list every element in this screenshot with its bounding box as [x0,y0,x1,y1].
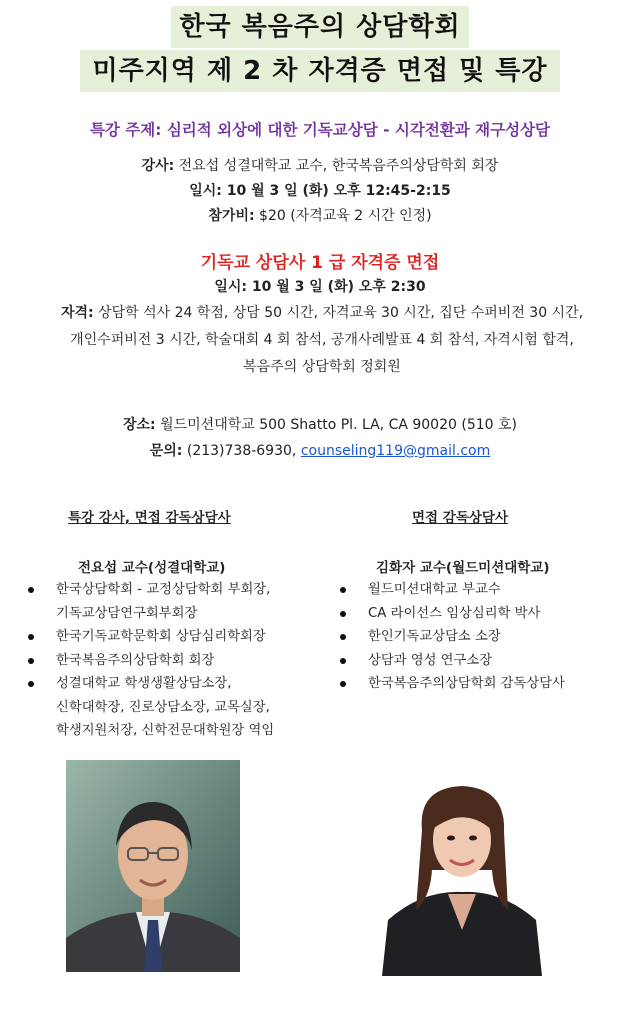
speaker-line [0,155,640,175]
contact-line [0,440,640,460]
man-portrait-icon [66,760,240,972]
right-bio-item: 한국복음주의상담학회 감독상담사 [336,672,565,696]
right-column-heading: 면접 감독상담사 [412,510,508,526]
page-title: 한국 복음주의 상담학회 [171,6,468,48]
left-bio-item [24,625,274,649]
woman-portrait-icon [382,770,542,976]
right-bio-list [336,578,565,696]
interview-title: 기독교 상담사 1 급 자격증 면접 [200,253,440,273]
left-column-heading: 특강 강사, 면접 감독상담사 [68,510,231,526]
right-professor-photo [382,770,542,976]
lecture-topic: 특강 주제: 심리적 외상에 대한 기독교상담 - 시각전환과 재구성상담 [89,121,551,139]
qualification-line-1 [22,300,622,327]
interview-datetime-label: 일시: [214,279,248,295]
venue-label: 장소: [123,417,156,433]
interview-datetime-value: 10 월 3 일 (화) 오후 2:30 [251,279,426,295]
left-bio-line: 성결대학교 학생생활상담소장, [56,676,232,691]
contact-label: 문의: [149,443,183,459]
speaker-label: 강사: [141,158,175,174]
qualification-block [22,300,622,381]
right-bio-item: 한인기독교상담소 소장 [336,625,565,649]
right-bio-item: CA 라이선스 임상심리학 박사 [336,602,565,626]
qualification-line-2: 개인수퍼비전 3 시간, 학술대회 4 회 참석, 공개사례발표 4 회 참석, 자격시험 합격, [70,332,574,348]
left-bio-line: 학생지원처장, 신학전문대학원장 역임 [56,723,275,738]
page-subtitle: 미주지역 제 2 차 자격증 면접 및 특강 [80,50,559,92]
title-block-2 [0,50,640,92]
contact-email-link[interactable]: counseling119@gmail.com [300,443,491,459]
left-bio-list [24,578,274,743]
title-block-1 [0,6,640,48]
lecture-datetime-label: 일시: [189,183,222,199]
fee-value: $20 (자격교육 2 시간 인정) [259,208,432,224]
left-bio-item [24,578,274,625]
right-professor-name: 김화자 교수(월드미션대학교) [376,560,550,576]
qualification-label: 자격: [60,305,94,321]
qualification-line-3: 복음주의 상담학회 정회원 [243,359,401,375]
lecture-datetime-value: 10 월 3 일 (화) 오후 12:45-2:15 [226,183,451,199]
interview-datetime-line [0,276,640,296]
venue-line [0,414,640,434]
venue-value: 월드미션대학교 500 Shatto Pl. LA, CA 90020 (510 호) [160,417,517,433]
right-bio-item: 상담과 영성 연구소장 [336,649,565,673]
fee-label: 참가비: [208,208,255,224]
speaker-value: 전요섭 성결대학교 교수, 한국복음주의상담학회 회장 [178,158,499,174]
fee-line [0,205,640,225]
left-bio-line: 한국상담학회 - 교정상담학회 부회장, [56,582,271,597]
right-bio-item: 월드미션대학교 부교수 [336,578,565,602]
left-bio-item [24,672,274,743]
contact-phone: (213)738-6930, [186,443,297,459]
left-bio-line: 기독교상담연구회부회장 [56,605,198,621]
qualification-text-1: 상담학 석사 24 학점, 상담 50 시간, 자격교육 30 시간, 집단 수퍼비전 30 시간, [98,305,584,321]
left-bio-item [24,649,274,673]
left-professor-name: 전요섭 교수(성결대학교) [78,560,226,576]
left-bio-line: 한국복음주의상담학회 회장 [56,652,215,668]
left-bio-line: 신학대학장, 진로상담소장, 교목실장, [56,699,270,715]
left-professor-photo [66,760,240,972]
left-bio-line: 한국기독교학문학회 상담심리학회장 [56,629,266,644]
lecture-datetime-line [0,180,640,200]
